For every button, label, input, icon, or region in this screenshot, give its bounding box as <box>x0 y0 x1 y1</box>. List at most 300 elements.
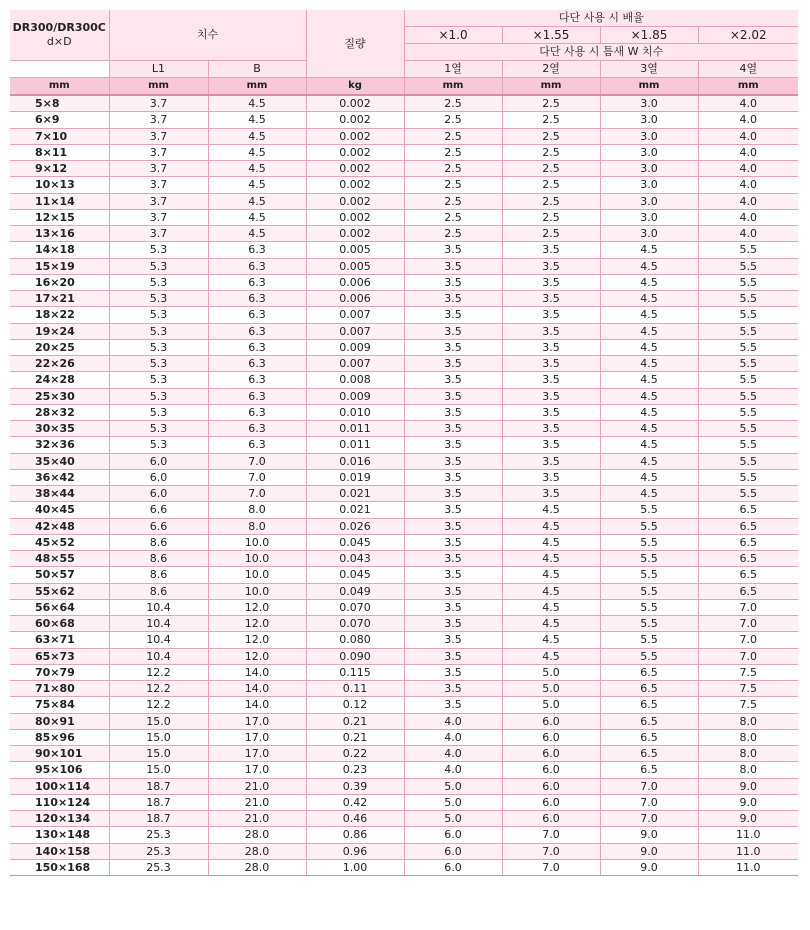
row2-gap-cell: 3.5 <box>502 339 600 355</box>
table-row <box>10 193 798 209</box>
weight-cell: 0.006 <box>306 291 404 307</box>
L1-cell: 15.0 <box>109 746 208 762</box>
unit-row3: mm <box>600 78 698 96</box>
row3-gap-cell: 6.5 <box>600 762 698 778</box>
weight-cell: 0.21 <box>306 729 404 745</box>
row4-gap-cell: 8.0 <box>698 746 798 762</box>
weight-cell: 0.019 <box>306 469 404 485</box>
row2-gap-cell: 2.5 <box>502 209 600 225</box>
B-cell: 10.0 <box>208 567 306 583</box>
table-row <box>10 551 798 567</box>
unit-row4: mm <box>698 78 798 96</box>
L1-cell: 5.3 <box>109 356 208 372</box>
row3-gap-cell: 3.0 <box>600 226 698 242</box>
row1-gap-cell: 5.0 <box>404 794 502 810</box>
table-row <box>10 372 798 388</box>
row4-gap-cell: 9.0 <box>698 811 798 827</box>
row2-gap-cell: 4.5 <box>502 551 600 567</box>
B-cell: 4.5 <box>208 128 306 144</box>
B-cell: 6.3 <box>208 437 306 453</box>
L1-cell: 8.6 <box>109 567 208 583</box>
row3-gap-cell: 6.5 <box>600 729 698 745</box>
weight-cell: 0.043 <box>306 551 404 567</box>
row3-gap-cell: 4.5 <box>600 388 698 404</box>
size-cell: 95×106 <box>10 762 109 778</box>
weight-cell: 0.006 <box>306 274 404 290</box>
L1-cell: 10.4 <box>109 648 208 664</box>
B-cell: 6.3 <box>208 388 306 404</box>
size-cell: 14×18 <box>10 242 109 258</box>
weight-cell: 0.12 <box>306 697 404 713</box>
L1-cell: 3.7 <box>109 161 208 177</box>
L1-cell: 3.7 <box>109 144 208 160</box>
row1-gap-cell: 2.5 <box>404 112 502 128</box>
row2-gap-cell: 2.5 <box>502 112 600 128</box>
weight-cell: 0.011 <box>306 421 404 437</box>
weight-cell: 0.021 <box>306 486 404 502</box>
B-cell: 4.5 <box>208 112 306 128</box>
weight-cell: 0.46 <box>306 811 404 827</box>
size-cell: 90×101 <box>10 746 109 762</box>
L1-cell: 5.3 <box>109 437 208 453</box>
row4-gap-cell: 6.5 <box>698 551 798 567</box>
unit-L1: mm <box>109 78 208 96</box>
unit-B: mm <box>208 78 306 96</box>
table-row <box>10 128 798 144</box>
weight-cell: 0.11 <box>306 681 404 697</box>
table-row <box>10 388 798 404</box>
weight-cell: 0.115 <box>306 664 404 680</box>
unit-row1: mm <box>404 78 502 96</box>
row4-gap-cell: 4.0 <box>698 161 798 177</box>
table-row <box>10 859 798 875</box>
L1-cell: 8.6 <box>109 583 208 599</box>
size-cell: 24×28 <box>10 372 109 388</box>
row1-gap-cell: 4.0 <box>404 746 502 762</box>
row2-gap-cell: 2.5 <box>502 144 600 160</box>
L1-cell: 8.6 <box>109 534 208 550</box>
factor-1: ×1.0 <box>404 27 502 44</box>
row4-gap-cell: 5.5 <box>698 388 798 404</box>
weight-cell: 0.009 <box>306 339 404 355</box>
row1-gap-cell: 6.0 <box>404 827 502 843</box>
size-cell: 40×45 <box>10 502 109 518</box>
row2-gap-cell: 4.5 <box>502 567 600 583</box>
row1-gap-cell: 2.5 <box>404 128 502 144</box>
row3-gap-cell: 4.5 <box>600 307 698 323</box>
B-cell: 17.0 <box>208 746 306 762</box>
B-cell: 6.3 <box>208 356 306 372</box>
row2-gap-cell: 6.0 <box>502 746 600 762</box>
row3-gap-cell: 5.5 <box>600 567 698 583</box>
B-cell: 6.3 <box>208 307 306 323</box>
row3-gap-cell: 4.5 <box>600 469 698 485</box>
size-cell: 100×114 <box>10 778 109 794</box>
row3-gap-cell: 4.5 <box>600 356 698 372</box>
table-row <box>10 486 798 502</box>
size-cell: 42×48 <box>10 518 109 534</box>
weight-cell: 0.011 <box>306 437 404 453</box>
row2-gap-cell: 3.5 <box>502 258 600 274</box>
row4-gap-cell: 4.0 <box>698 112 798 128</box>
B-cell: 12.0 <box>208 632 306 648</box>
weight-cell: 0.049 <box>306 583 404 599</box>
multi-use-factor-header: 다단 사용 시 배율 <box>404 10 798 27</box>
row1-gap-cell: 3.5 <box>404 534 502 550</box>
factor-3: ×1.85 <box>600 27 698 44</box>
row3-gap-cell: 4.5 <box>600 242 698 258</box>
B-cell: 6.3 <box>208 323 306 339</box>
L1-cell: 18.7 <box>109 811 208 827</box>
table-row <box>10 356 798 372</box>
table-row <box>10 226 798 242</box>
L1-cell: 25.3 <box>109 843 208 859</box>
table-row <box>10 437 798 453</box>
row4-gap-cell: 5.5 <box>698 372 798 388</box>
row1-gap-cell: 2.5 <box>404 193 502 209</box>
row4-gap-cell: 11.0 <box>698 859 798 875</box>
row1-gap-cell: 5.0 <box>404 811 502 827</box>
B-cell: 6.3 <box>208 372 306 388</box>
weight-cell: 0.002 <box>306 226 404 242</box>
L1-cell: 5.3 <box>109 372 208 388</box>
table-row <box>10 95 798 112</box>
row1-gap-cell: 3.5 <box>404 583 502 599</box>
row1-gap-cell: 3.5 <box>404 551 502 567</box>
L1-cell: 6.6 <box>109 518 208 534</box>
B-cell: 6.3 <box>208 339 306 355</box>
row2-gap-cell: 6.0 <box>502 713 600 729</box>
size-cell: 45×52 <box>10 534 109 550</box>
unit-weight: kg <box>306 78 404 96</box>
row2-gap-cell: 4.5 <box>502 632 600 648</box>
L1-cell: 12.2 <box>109 681 208 697</box>
L1-cell: 10.4 <box>109 632 208 648</box>
row4-gap-cell: 6.5 <box>698 534 798 550</box>
size-cell: 80×91 <box>10 713 109 729</box>
B-cell: 28.0 <box>208 859 306 875</box>
row1-gap-cell: 3.5 <box>404 388 502 404</box>
row1-gap-cell: 3.5 <box>404 632 502 648</box>
B-cell: 4.5 <box>208 226 306 242</box>
L1-cell: 6.0 <box>109 486 208 502</box>
L1-cell: 5.3 <box>109 258 208 274</box>
size-cell: 120×134 <box>10 811 109 827</box>
row2-gap-cell: 3.5 <box>502 404 600 420</box>
row2-gap-cell: 3.5 <box>502 486 600 502</box>
row1-gap-cell: 3.5 <box>404 567 502 583</box>
B-cell: 6.3 <box>208 242 306 258</box>
table-row <box>10 291 798 307</box>
row1-gap-cell: 3.5 <box>404 518 502 534</box>
row2-gap-cell: 3.5 <box>502 469 600 485</box>
row2-gap-cell: 4.5 <box>502 518 600 534</box>
L1-cell: 5.3 <box>109 421 208 437</box>
row2-gap-cell: 3.5 <box>502 291 600 307</box>
weight-cell: 0.002 <box>306 112 404 128</box>
row3-gap-cell: 5.5 <box>600 583 698 599</box>
L1-cell: 8.6 <box>109 551 208 567</box>
row3-gap-cell: 5.5 <box>600 518 698 534</box>
table-row <box>10 616 798 632</box>
size-cell: 85×96 <box>10 729 109 745</box>
B-cell: 7.0 <box>208 469 306 485</box>
table-row <box>10 729 798 745</box>
size-cell: 55×62 <box>10 583 109 599</box>
row1-gap-cell: 2.5 <box>404 144 502 160</box>
B-cell: 4.5 <box>208 209 306 225</box>
row2-gap-cell: 4.5 <box>502 616 600 632</box>
weight-cell: 0.002 <box>306 144 404 160</box>
row2-gap-cell: 3.5 <box>502 323 600 339</box>
weight-cell: 0.016 <box>306 453 404 469</box>
table-row <box>10 258 798 274</box>
table-row <box>10 453 798 469</box>
row1-gap-cell: 2.5 <box>404 161 502 177</box>
row4-gap-cell: 9.0 <box>698 778 798 794</box>
row3-gap-cell: 9.0 <box>600 827 698 843</box>
table-row <box>10 664 798 680</box>
weight-cell: 0.090 <box>306 648 404 664</box>
row3-gap-cell: 3.0 <box>600 177 698 193</box>
size-cell: 56×64 <box>10 599 109 615</box>
row2-gap-cell: 4.5 <box>502 502 600 518</box>
row1-gap-cell: 3.5 <box>404 372 502 388</box>
row4-gap-cell: 7.5 <box>698 681 798 697</box>
dimensions-header: 치수 <box>109 10 306 61</box>
table-row <box>10 599 798 615</box>
size-cell: 38×44 <box>10 486 109 502</box>
row3-gap-cell: 6.5 <box>600 697 698 713</box>
size-cell: 25×30 <box>10 388 109 404</box>
L1-cell: 15.0 <box>109 762 208 778</box>
row3-gap-cell: 6.5 <box>600 713 698 729</box>
B-cell: 12.0 <box>208 616 306 632</box>
row4-gap-cell: 8.0 <box>698 713 798 729</box>
size-cell: 60×68 <box>10 616 109 632</box>
row4-gap-cell: 7.0 <box>698 599 798 615</box>
weight-cell: 0.070 <box>306 616 404 632</box>
size-cell: 15×19 <box>10 258 109 274</box>
L1-cell: 5.3 <box>109 291 208 307</box>
size-cell: 110×124 <box>10 794 109 810</box>
size-cell: 6×9 <box>10 112 109 128</box>
table-row <box>10 323 798 339</box>
size-cell: 19×24 <box>10 323 109 339</box>
size-cell: 32×36 <box>10 437 109 453</box>
weight-cell: 0.22 <box>306 746 404 762</box>
L1-cell: 3.7 <box>109 209 208 225</box>
table-row <box>10 339 798 355</box>
B-cell: 10.0 <box>208 551 306 567</box>
row4-gap-cell: 7.0 <box>698 648 798 664</box>
weight-cell: 0.23 <box>306 762 404 778</box>
row3-gap-cell: 4.5 <box>600 453 698 469</box>
row3-gap-cell: 4.5 <box>600 339 698 355</box>
row4-gap-cell: 5.5 <box>698 486 798 502</box>
row1-gap-cell: 3.5 <box>404 339 502 355</box>
row1-gap-cell: 4.0 <box>404 729 502 745</box>
row2-gap-cell: 2.5 <box>502 161 600 177</box>
row4-gap-cell: 4.0 <box>698 95 798 112</box>
weight-cell: 0.42 <box>306 794 404 810</box>
L1-cell: 3.7 <box>109 226 208 242</box>
B-cell: 14.0 <box>208 664 306 680</box>
row4-gap-cell: 5.5 <box>698 307 798 323</box>
weight-cell: 0.96 <box>306 843 404 859</box>
row3-gap-cell: 6.5 <box>600 681 698 697</box>
row2-gap-cell: 6.0 <box>502 811 600 827</box>
row1-gap-cell: 3.5 <box>404 697 502 713</box>
row1-gap-cell: 3.5 <box>404 599 502 615</box>
row2-gap-cell: 3.5 <box>502 307 600 323</box>
row2-gap-cell: 5.0 <box>502 681 600 697</box>
row3-gap-cell: 3.0 <box>600 95 698 112</box>
table-row <box>10 307 798 323</box>
size-cell: 140×158 <box>10 843 109 859</box>
table-body <box>10 95 798 876</box>
row1-gap-cell: 3.5 <box>404 453 502 469</box>
size-cell: 5×8 <box>10 95 109 112</box>
row4-gap-cell: 7.0 <box>698 632 798 648</box>
table-row <box>10 404 798 420</box>
row1-gap-cell: 3.5 <box>404 486 502 502</box>
B-cell: 10.0 <box>208 583 306 599</box>
row4-gap-cell: 6.5 <box>698 567 798 583</box>
B-cell: 12.0 <box>208 599 306 615</box>
row4-gap-cell: 5.5 <box>698 242 798 258</box>
table-row <box>10 112 798 128</box>
row3-gap-cell: 6.5 <box>600 664 698 680</box>
table-row <box>10 177 798 193</box>
row1-gap-cell: 2.5 <box>404 209 502 225</box>
weight-header: 질량 <box>306 10 404 78</box>
B-cell: 6.3 <box>208 404 306 420</box>
row2-gap-cell: 3.5 <box>502 242 600 258</box>
B-cell: 6.3 <box>208 274 306 290</box>
row1-gap-cell: 3.5 <box>404 664 502 680</box>
row4-gap-cell: 9.0 <box>698 794 798 810</box>
table-row <box>10 681 798 697</box>
row3-gap-cell: 4.5 <box>600 486 698 502</box>
size-cell: 10×13 <box>10 177 109 193</box>
row3-gap-cell: 5.5 <box>600 534 698 550</box>
B-cell: 6.3 <box>208 291 306 307</box>
B-cell: 21.0 <box>208 794 306 810</box>
row1-gap-cell: 3.5 <box>404 681 502 697</box>
L1-cell: 3.7 <box>109 95 208 112</box>
B-cell: 28.0 <box>208 843 306 859</box>
row2-gap-cell: 3.5 <box>502 372 600 388</box>
size-cell: 36×42 <box>10 469 109 485</box>
row1-gap-cell: 3.5 <box>404 648 502 664</box>
row2-gap-cell: 4.5 <box>502 648 600 664</box>
row1-gap-cell: 3.5 <box>404 274 502 290</box>
L1-cell: 6.0 <box>109 469 208 485</box>
row3-gap-cell: 3.0 <box>600 193 698 209</box>
row3-gap-cell: 6.5 <box>600 746 698 762</box>
blank-header-cell <box>10 61 109 78</box>
L1-cell: 5.3 <box>109 388 208 404</box>
table-row <box>10 161 798 177</box>
size-cell: 48×55 <box>10 551 109 567</box>
row3-gap-cell: 5.5 <box>600 648 698 664</box>
row3-gap-cell: 4.5 <box>600 274 698 290</box>
B-cell: 7.0 <box>208 486 306 502</box>
row4-gap-cell: 5.5 <box>698 404 798 420</box>
row1-header: 1열 <box>404 61 502 78</box>
row4-gap-cell: 4.0 <box>698 209 798 225</box>
row2-gap-cell: 3.5 <box>502 274 600 290</box>
row1-gap-cell: 3.5 <box>404 437 502 453</box>
row4-header: 4열 <box>698 61 798 78</box>
row4-gap-cell: 4.0 <box>698 177 798 193</box>
row1-gap-cell: 3.5 <box>404 356 502 372</box>
row4-gap-cell: 5.5 <box>698 421 798 437</box>
row1-gap-cell: 2.5 <box>404 95 502 112</box>
row4-gap-cell: 11.0 <box>698 843 798 859</box>
table-row <box>10 583 798 599</box>
weight-cell: 0.009 <box>306 388 404 404</box>
row2-gap-cell: 2.5 <box>502 128 600 144</box>
B-cell: 21.0 <box>208 778 306 794</box>
row3-gap-cell: 4.5 <box>600 323 698 339</box>
B-cell: 6.3 <box>208 258 306 274</box>
row3-gap-cell: 9.0 <box>600 859 698 875</box>
B-cell: 17.0 <box>208 729 306 745</box>
row3-gap-cell: 3.0 <box>600 209 698 225</box>
table-row <box>10 778 798 794</box>
row4-gap-cell: 8.0 <box>698 762 798 778</box>
row4-gap-cell: 7.0 <box>698 616 798 632</box>
row4-gap-cell: 7.5 <box>698 664 798 680</box>
row2-gap-cell: 3.5 <box>502 437 600 453</box>
row2-gap-cell: 6.0 <box>502 762 600 778</box>
size-cell: 9×12 <box>10 161 109 177</box>
row4-gap-cell: 5.5 <box>698 291 798 307</box>
dimension-table <box>10 10 798 876</box>
size-cell: 17×21 <box>10 291 109 307</box>
row1-gap-cell: 3.5 <box>404 307 502 323</box>
row4-gap-cell: 5.5 <box>698 339 798 355</box>
table-row <box>10 421 798 437</box>
row3-gap-cell: 5.5 <box>600 616 698 632</box>
row1-gap-cell: 3.5 <box>404 258 502 274</box>
L1-cell: 5.3 <box>109 274 208 290</box>
L1-cell: 5.3 <box>109 242 208 258</box>
table-row <box>10 648 798 664</box>
gap-width-header: 다단 사용 시 틈새 W 치수 <box>404 44 798 61</box>
table-row <box>10 144 798 160</box>
B-cell: 14.0 <box>208 697 306 713</box>
weight-cell: 0.002 <box>306 128 404 144</box>
L1-cell: 15.0 <box>109 729 208 745</box>
weight-cell: 0.026 <box>306 518 404 534</box>
L1-header: L1 <box>109 61 208 78</box>
row2-gap-cell: 2.5 <box>502 226 600 242</box>
row4-gap-cell: 6.5 <box>698 583 798 599</box>
table-row <box>10 746 798 762</box>
factor-4: ×2.02 <box>698 27 798 44</box>
table-row <box>10 518 798 534</box>
L1-cell: 25.3 <box>109 859 208 875</box>
row1-gap-cell: 3.5 <box>404 616 502 632</box>
row2-gap-cell: 7.0 <box>502 859 600 875</box>
factor-2: ×1.55 <box>502 27 600 44</box>
row2-gap-cell: 3.5 <box>502 421 600 437</box>
model-header <box>10 10 109 61</box>
weight-cell: 0.007 <box>306 307 404 323</box>
